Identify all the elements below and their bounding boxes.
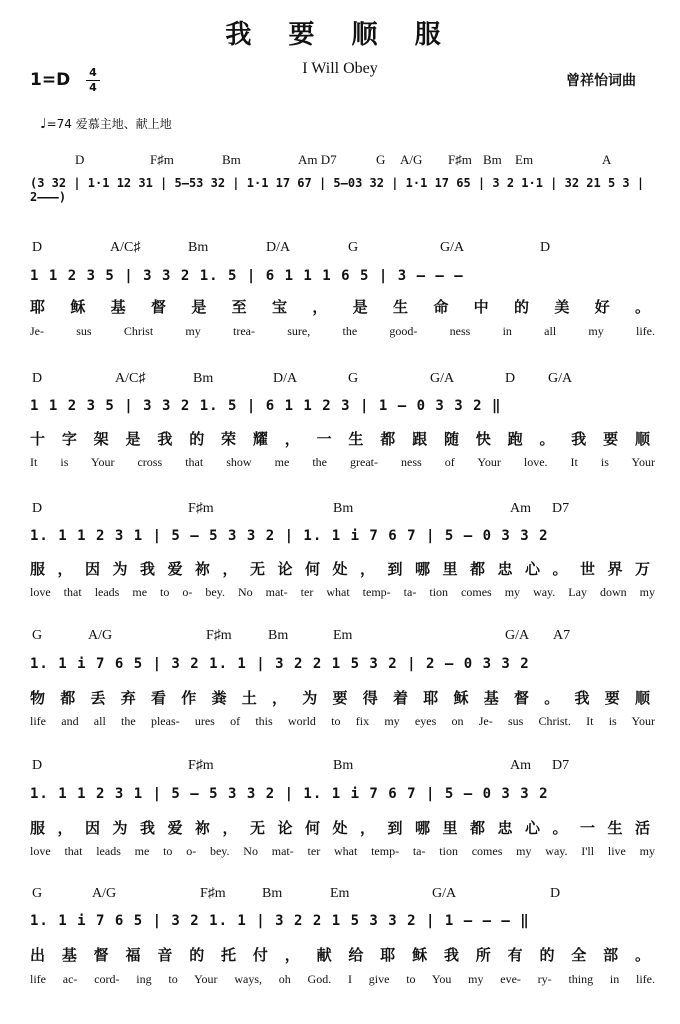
chord: Bm [333,501,354,516]
chord: D [32,758,43,773]
song-title: 我 要 顺 服 [225,20,455,50]
system-6-chords [0,886,680,904]
system-4-lyrics-en: life and all the pleas- ures of this world to fix my eyes on Je- sus Christ. It is Your [30,714,655,728]
chord: D/A [266,240,291,255]
chord: D [32,501,43,516]
chord: Em [333,628,353,643]
system-6-lyrics-cn: 出基督福音的托付，献给耶稣我所有的全部。 [30,946,655,964]
chord: F♯m [188,758,214,773]
chord: D [75,152,85,167]
chord: G/A [432,886,457,901]
chord: F♯m [188,501,214,516]
system-5-notes: 1. 1 1 2 3 1 | 5 – 5 3 3 2 | 1. 1 i 7 6 7 | 5 – 0 3 3 2 [30,786,549,802]
chord: D [505,371,516,386]
tempo-text: =74 爱慕主地、献上地 [46,117,172,131]
chord: Bm [333,758,354,773]
chord: Bm [193,371,214,386]
system-4-lyrics-cn: 物都丢弃看作粪土，为要得着耶稣基督。我要顺 [30,689,655,707]
chord: D7 [552,758,570,773]
system-6-notes: 1. 1 i 7 6 5 | 3 2 1. 1 | 3 2 2 1 5 3 3 2 | 1 – – – ‖ [30,913,530,929]
chord: Bm [222,152,241,167]
system-5-lyrics-cn: 服，因为我爱祢，无论何处，到哪里都忠心。一生活 [30,819,655,837]
system-1-lyrics-en: Je- sus Christ my trea- sure, the good- ness in all my life. [30,324,655,338]
system-5-lyrics-en: love that leads me to o- bey. No mat- ter what temp- ta- tion comes my way. I'll live my [30,844,655,858]
system-6-lyrics-en: life ac- cord- ing to Your ways, oh God. I give to You my eve- ry- thing in life. [30,972,655,986]
chord: D [550,886,561,901]
chord: G [376,152,386,167]
chord: G/A [430,371,455,386]
chord: A/G [92,886,117,901]
time-signature [86,67,100,94]
chord: A/G [88,628,113,643]
tempo-marking [40,115,172,132]
chord: F♯m [150,152,174,167]
key-signature: 1=D [30,70,71,90]
system-2-chords [0,371,680,389]
chord: D [32,371,43,386]
author-credit: 曾祥怡词曲 [566,73,636,89]
system-2-lyrics-cn: 十字架是我的荣耀，一生都跟随快跑。我要顺 [30,430,655,448]
chord: Em [330,886,350,901]
chord: G [348,371,359,386]
chord: G/A [548,371,573,386]
chord: Em [515,152,534,167]
chord: F♯m [206,628,232,643]
system-2-notes: 1 1 2 3 5 | 3 3 2 1. 5 | 6 1 1 2 3 | 1 – 0 3 3 2 ‖ [30,398,502,414]
chord: Am [510,758,531,773]
chord: G/A [505,628,530,643]
chord: F♯m [448,152,472,167]
chord: D7 [552,501,570,516]
system-1-notes: 1 1 2 3 5 | 3 3 2 1. 5 | 6 1 1 1 6 5 | 3 – – – [30,268,464,284]
system-1-lyrics-cn: 耶稣基督是至宝，是生命中的美好。 [30,298,655,316]
system-3-lyrics-en: love that leads me to o- bey. No mat- ter what temp- ta- tion comes my way. Lay down my [30,585,655,599]
chord: G [32,628,43,643]
chord: G [348,240,359,255]
chord: A [602,152,612,167]
system-1-chords [0,240,680,258]
meter-bottom: 4 [89,81,97,94]
system-3-lyrics-cn: 服，因为我爱祢，无论何处，到哪里都忠心。世界万 [30,560,655,578]
chord: Bm [262,886,283,901]
chord: Bm [188,240,209,255]
system-2-lyrics-en: It is Your cross that show me the great- ness of Your love. It is Your [30,455,655,469]
system-4-chords [0,628,680,646]
system-3-notes: 1. 1 1 2 3 1 | 5 – 5 3 3 2 | 1. 1 i 7 6 7 | 5 – 0 3 3 2 [30,528,549,544]
intro-notes: (3 32 | 1·1 12 31 | 5–53 32 | 1·1 17 67 | 5–03 32 | 1·1 17 65 | 3 2 1·1 | 32 21 5 3 | 2–––) [30,176,645,204]
chord: Am [510,501,531,516]
chord: A/C♯ [110,240,141,255]
chord: F♯m [200,886,226,901]
chord: A/C♯ [115,371,146,386]
chord: D [540,240,551,255]
quarter-note-icon: ♩ [40,116,47,132]
chord: Am D7 [298,152,337,167]
chord: Bm [483,152,502,167]
chord: D [32,240,43,255]
chord: G [32,886,43,901]
system-4-notes: 1. 1 i 7 6 5 | 3 2 1. 1 | 3 2 2 1 5 3 2 | 2 – 0 3 3 2 [30,656,530,672]
song-subtitle: I Will Obey [302,60,378,77]
chord: A7 [553,628,571,643]
chord: G/A [440,240,465,255]
system-5-chords [0,758,680,776]
intro-chords [0,152,680,170]
chord: Bm [268,628,289,643]
meter-top: 4 [89,66,97,79]
chord: A/G [400,152,423,167]
system-3-chords [0,501,680,519]
chord: D/A [273,371,298,386]
